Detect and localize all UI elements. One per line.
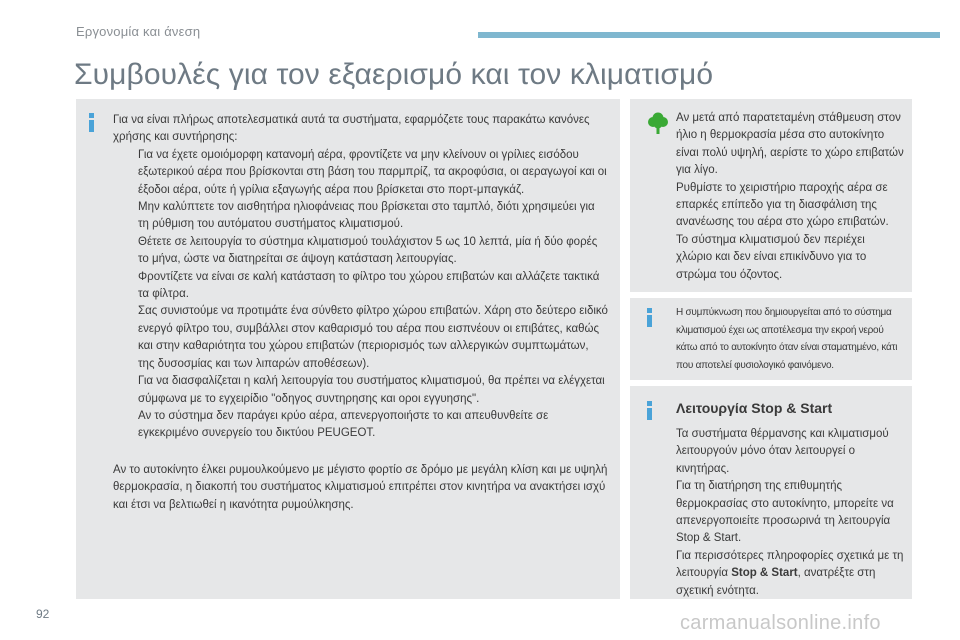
- stop-start-title: Λειτουργία Stop & Start: [676, 400, 833, 416]
- info-icon: [647, 401, 652, 420]
- info-icon: [89, 113, 94, 132]
- page-title: Συμβουλές για τον εξαερισμό και τον κλιματισμό: [74, 58, 714, 91]
- watermark: carmanualsonline.info: [680, 612, 881, 634]
- list-item: Φροντίζετε να είναι σε καλή κατάσταση το φίλτρο του χώρου επιβατών και αλλάζετε τακτικά τα φίλτρα. Σας συνιστούμε να προτιμάτε ένα σύνθετο φίλτρο χώρου επιβατών. Χάρη στο δεύτερο ειδικό ενεργό φίλτρο του, συμβάλλει στον καθαρισμό του αέρα που εισπνέουν οι επιβάτες, καθώς και στην καθαριότητα του χώρου επιβατών (περιορισμός των αλλεργικών συμπτωμάτων, της δυσοσμίας και των λιπαρών αποθέσεων).: [138, 270, 608, 370]
- page-number: 92: [36, 607, 50, 621]
- stop-start-text: [676, 426, 904, 600]
- eco-text: [676, 110, 904, 284]
- stop-start-paragraph: Για περισσότερες πληροφορίες σχετικά με τη λειτουργία Stop & Start, ανατρέξτε στη σχετική ενότητα.: [676, 549, 904, 597]
- section-label: Εργονομία και άνεση: [76, 24, 201, 39]
- eco-paragraph: Ρυθμίστε το χειριστήριο παροχής αέρα σε επαρκές επίπεδο για τη διασφάλιση της ανανέωσης του αέρα στο χώρο επιβατών.: [676, 181, 889, 229]
- advice-list: [113, 147, 608, 443]
- advice-text: [113, 112, 608, 514]
- condensation-text: Η συμπύκνωση που δημιουργείται από το σύστημα κλιματισμού έχει ως αποτέλεσμα την εκροή νερού κάτω από το αυτοκίνητο όταν είναι σταματημένο, κάτι που αποτελεί φυσιολογικό φαινόμενο.: [676, 307, 898, 371]
- stop-start-paragraph: Για τη διατήρηση της επιθυμητής θερμοκρασίας στο αυτοκίνητο, μπορείτε να απενεργοποιείτε προσωρινά τη λειτουργία Stop & Start.: [676, 480, 894, 545]
- list-item: Μην καλύπτετε τον αισθητήρα ηλιοφάνειας που βρίσκεται στο ταμπλό, διότι χρησιμεύει για τη ρύθμιση του αυτόματου συστήματος κλιματισμού.: [138, 201, 595, 231]
- eco-paragraph: Το σύστημα κλιματισμού δεν περιέχει χλώριο και δεν είναι επικίνδυνο για το στρώμα του όζοντος.: [676, 233, 867, 281]
- stop-start-reference: Stop & Start: [731, 567, 798, 580]
- eco-paragraph: Αν μετά από παρατεταμένη στάθμευση στον ήλιο η θερμοκρασία μέσα στο αυτοκίνητο είναι πολύ υψηλή, αερίστε το χώρο επιβατών για λίγο.: [676, 112, 904, 177]
- list-item: Για να έχετε ομοιόμορφη κατανομή αέρα, φροντίζετε να μην κλείνουν οι γρίλιες εισόδου εξωτερικού αέρα που βρίσκονται στη βάση του παρμπρίζ, τα ακροφύσια, οι αεραγωγοί και οι έξοδοι αέρα, ούτε ή γρίλια εξαγωγής αέρα που βρίσκεται στο πορτ-μπαγκάζ.: [138, 148, 607, 196]
- towing-note: Αν το αυτοκίνητο έλκει ρυμουλκούμενο με μέγιστο φορτίο σε δρόμο με μεγάλη κλίση και με υψηλή θερμοκρασία, η διακοπή του συστήματος κλιματισμού επιτρέπει στον κινητήρα να ανακτήσει ισχύ και έτσι να βελτιωθεί η ικανότητα ρυμούλκησης.: [113, 463, 608, 511]
- stop-start-paragraph: Τα συστήματα θέρμανσης και κλιματισμού λειτουργούν μόνο όταν λειτουργεί ο κινητήρας.: [676, 428, 889, 475]
- filter-note: Σας συνιστούμε να προτιμάτε ένα σύνθετο φίλτρο χώρου επιβατών. Χάρη στο δεύτερο ειδικό ενεργό φίλτρο του, συμβάλλει στον καθαρισμό του αέρα που εισπνέουν οι επιβάτες, καθώς και στην καθαριότητα του χώρου επιβατών (περιορισμός των αλλεργικών συμπτωμάτων, της δυσοσμίας και των λιπαρών αποθέσεων).: [138, 305, 608, 370]
- list-item: Αν το σύστημα δεν παράγει κρύο αέρα, απενεργοποιήστε το και απευθυνθείτε σε εγκεκριμένο συνεργείο του δικτύου PEUGEOT.: [138, 409, 549, 440]
- tree-icon: [648, 112, 668, 134]
- list-item: Για να διασφαλίζεται η καλή λειτουργία του συστήματος κλιματισμού, θα πρέπει να ελέγχεται σύμφωνα με το εγχειρίδιο "οδηγος συντηρησης και οροι εγγυησης".: [138, 375, 605, 405]
- list-item: Θέτετε σε λειτουργία το σύστημα κλιματισμού τουλάχιστον 5 ως 10 λεπτά, μία ή δύο φορές το μήνα, ώστε να διατηρείται σε άψογη κατάσταση λειτουργίας.: [138, 235, 598, 266]
- section-accent-bar: [478, 32, 940, 38]
- info-icon: [647, 308, 652, 327]
- advice-intro: Για να είναι πλήρως αποτελεσματικά αυτά τα συστήματα, εφαρμόζετε τους παρακάτω κανόνες χρήσης και συντήρησης:: [113, 114, 590, 144]
